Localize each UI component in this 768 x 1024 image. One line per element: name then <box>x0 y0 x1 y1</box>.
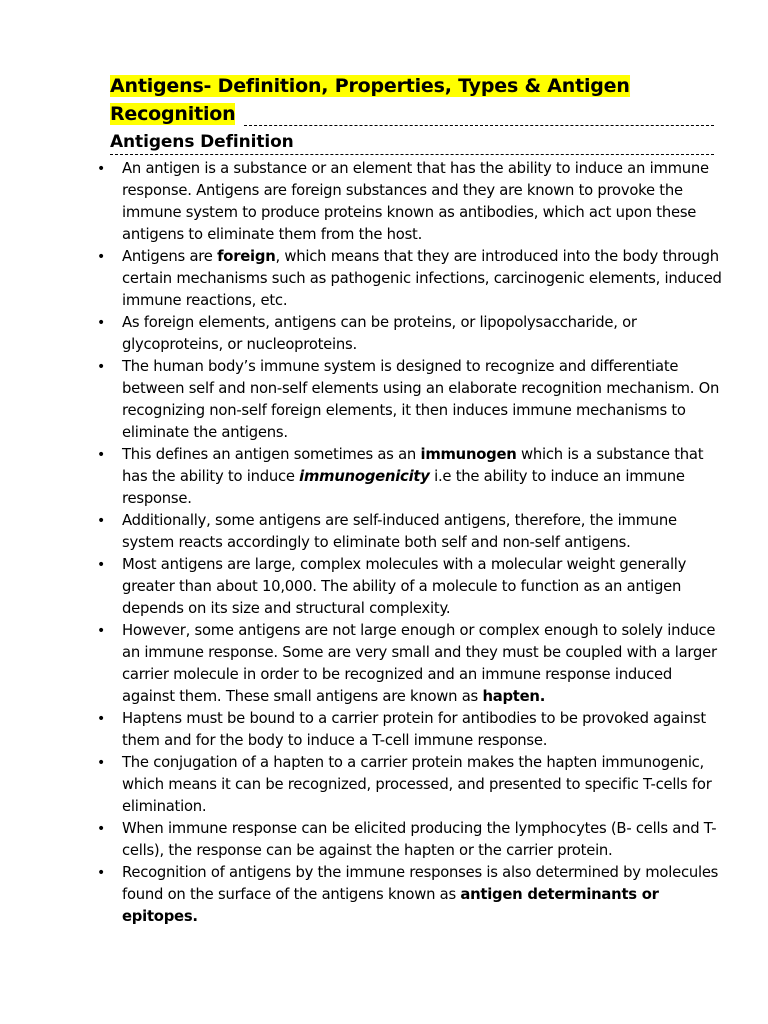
bullet-icon: • <box>97 359 106 375</box>
title-dashed-rule <box>244 125 714 126</box>
list-item <box>96 444 722 510</box>
bold-term: immunogen <box>420 446 517 463</box>
bullet-text: i.e the ability to induce an immune response. <box>122 468 685 507</box>
bullet-text: , which means that they are introduced into the body through certain mechanisms such as pathogenic infections, carcinogenic elements, induced immune reactions, etc. <box>122 248 722 309</box>
bullet-text: Haptens must be bound to a carrier protein for antibodies to be provoked against them and for the body to induce a T-cell immune response. <box>122 710 706 749</box>
section-dashed-rule <box>110 154 714 155</box>
bullet-icon: • <box>97 865 106 881</box>
bullet-icon: • <box>97 821 106 837</box>
bold-term: hapten. <box>482 688 546 705</box>
list-item <box>96 510 722 554</box>
list-item <box>96 818 722 862</box>
list-item <box>96 158 722 246</box>
bullet-text: An antigen is a substance or an element that has the ability to induce an immune response. Antigens are foreign substances and they are known to provoke the immune system to produce proteins known as antibodies, which act upon these antigens to eliminate them from the host. <box>122 160 709 243</box>
bullet-text: Recognition of antigens by the immune responses is also determined by molecules found on the surface of the antigens known as <box>122 864 719 903</box>
bullet-text: This defines an antigen sometimes as an <box>122 446 421 463</box>
list-item <box>96 246 722 312</box>
bullet-icon: • <box>97 711 106 727</box>
bullet-list <box>96 158 722 928</box>
bullet-icon: • <box>97 249 106 265</box>
bullet-text: When immune response can be elicited producing the lymphocytes (B- cells and T-cells), the response can be against the hapten or the carrier protein. <box>122 820 717 859</box>
list-item <box>96 620 722 708</box>
list-item <box>96 356 722 444</box>
bullet-icon: • <box>97 161 106 177</box>
document-title <box>110 72 714 128</box>
bullet-text: which is a substance that has the ability to induce <box>122 446 704 485</box>
bold-term: foreign <box>217 248 276 265</box>
bullet-icon: • <box>97 623 106 639</box>
bullet-text: The conjugation of a hapten to a carrier protein makes the hapten immunogenic, which means it can be recognized, processed, and presented to specific T-cells for elimination. <box>122 754 712 815</box>
list-item <box>96 554 722 620</box>
bullet-icon: • <box>97 315 106 331</box>
bullet-text: However, some antigens are not large enough or complex enough to solely induce an immune response. Some are very small and they must be coupled with a larger carrier molecule in order to be recognized and an immune response induced against them. These small antigens are known as <box>122 622 717 705</box>
bullet-text: As foreign elements, antigens can be proteins, or lipopolysaccharide, or glycoproteins, or nucleoproteins. <box>122 314 637 353</box>
bullet-text: Most antigens are large, complex molecules with a molecular weight generally greater than about 10,000. The ability of a molecule to function as an antigen depends on its size and structural complexity. <box>122 556 687 617</box>
bold-italic-term: immunogenicity <box>299 468 430 485</box>
bullet-text: Additionally, some antigens are self-induced antigens, therefore, the immune system reacts accordingly to eliminate both self and non-self antigens. <box>122 512 677 551</box>
bullet-text: The human body’s immune system is designed to recognize and differentiate between self and non-self elements using an elaborate recognition mechanism. On recognizing non-self foreign elements, it then induces immune mechanisms to eliminate the antigens. <box>122 358 720 441</box>
bullet-icon: • <box>97 755 106 771</box>
list-item <box>96 312 722 356</box>
bullet-icon: • <box>97 513 106 529</box>
title-highlight: Antigens- Definition, Properties, Types & Antigen Recognition <box>110 75 630 125</box>
bullet-icon: • <box>97 557 106 573</box>
list-item <box>96 752 722 818</box>
bullet-text: Antigens are <box>122 248 218 265</box>
bold-term: antigen determinants or epitopes. <box>122 886 659 925</box>
list-item <box>96 862 722 928</box>
list-item <box>96 708 722 752</box>
bullet-icon: • <box>97 447 106 463</box>
section-heading: Antigens Definition <box>110 132 294 152</box>
